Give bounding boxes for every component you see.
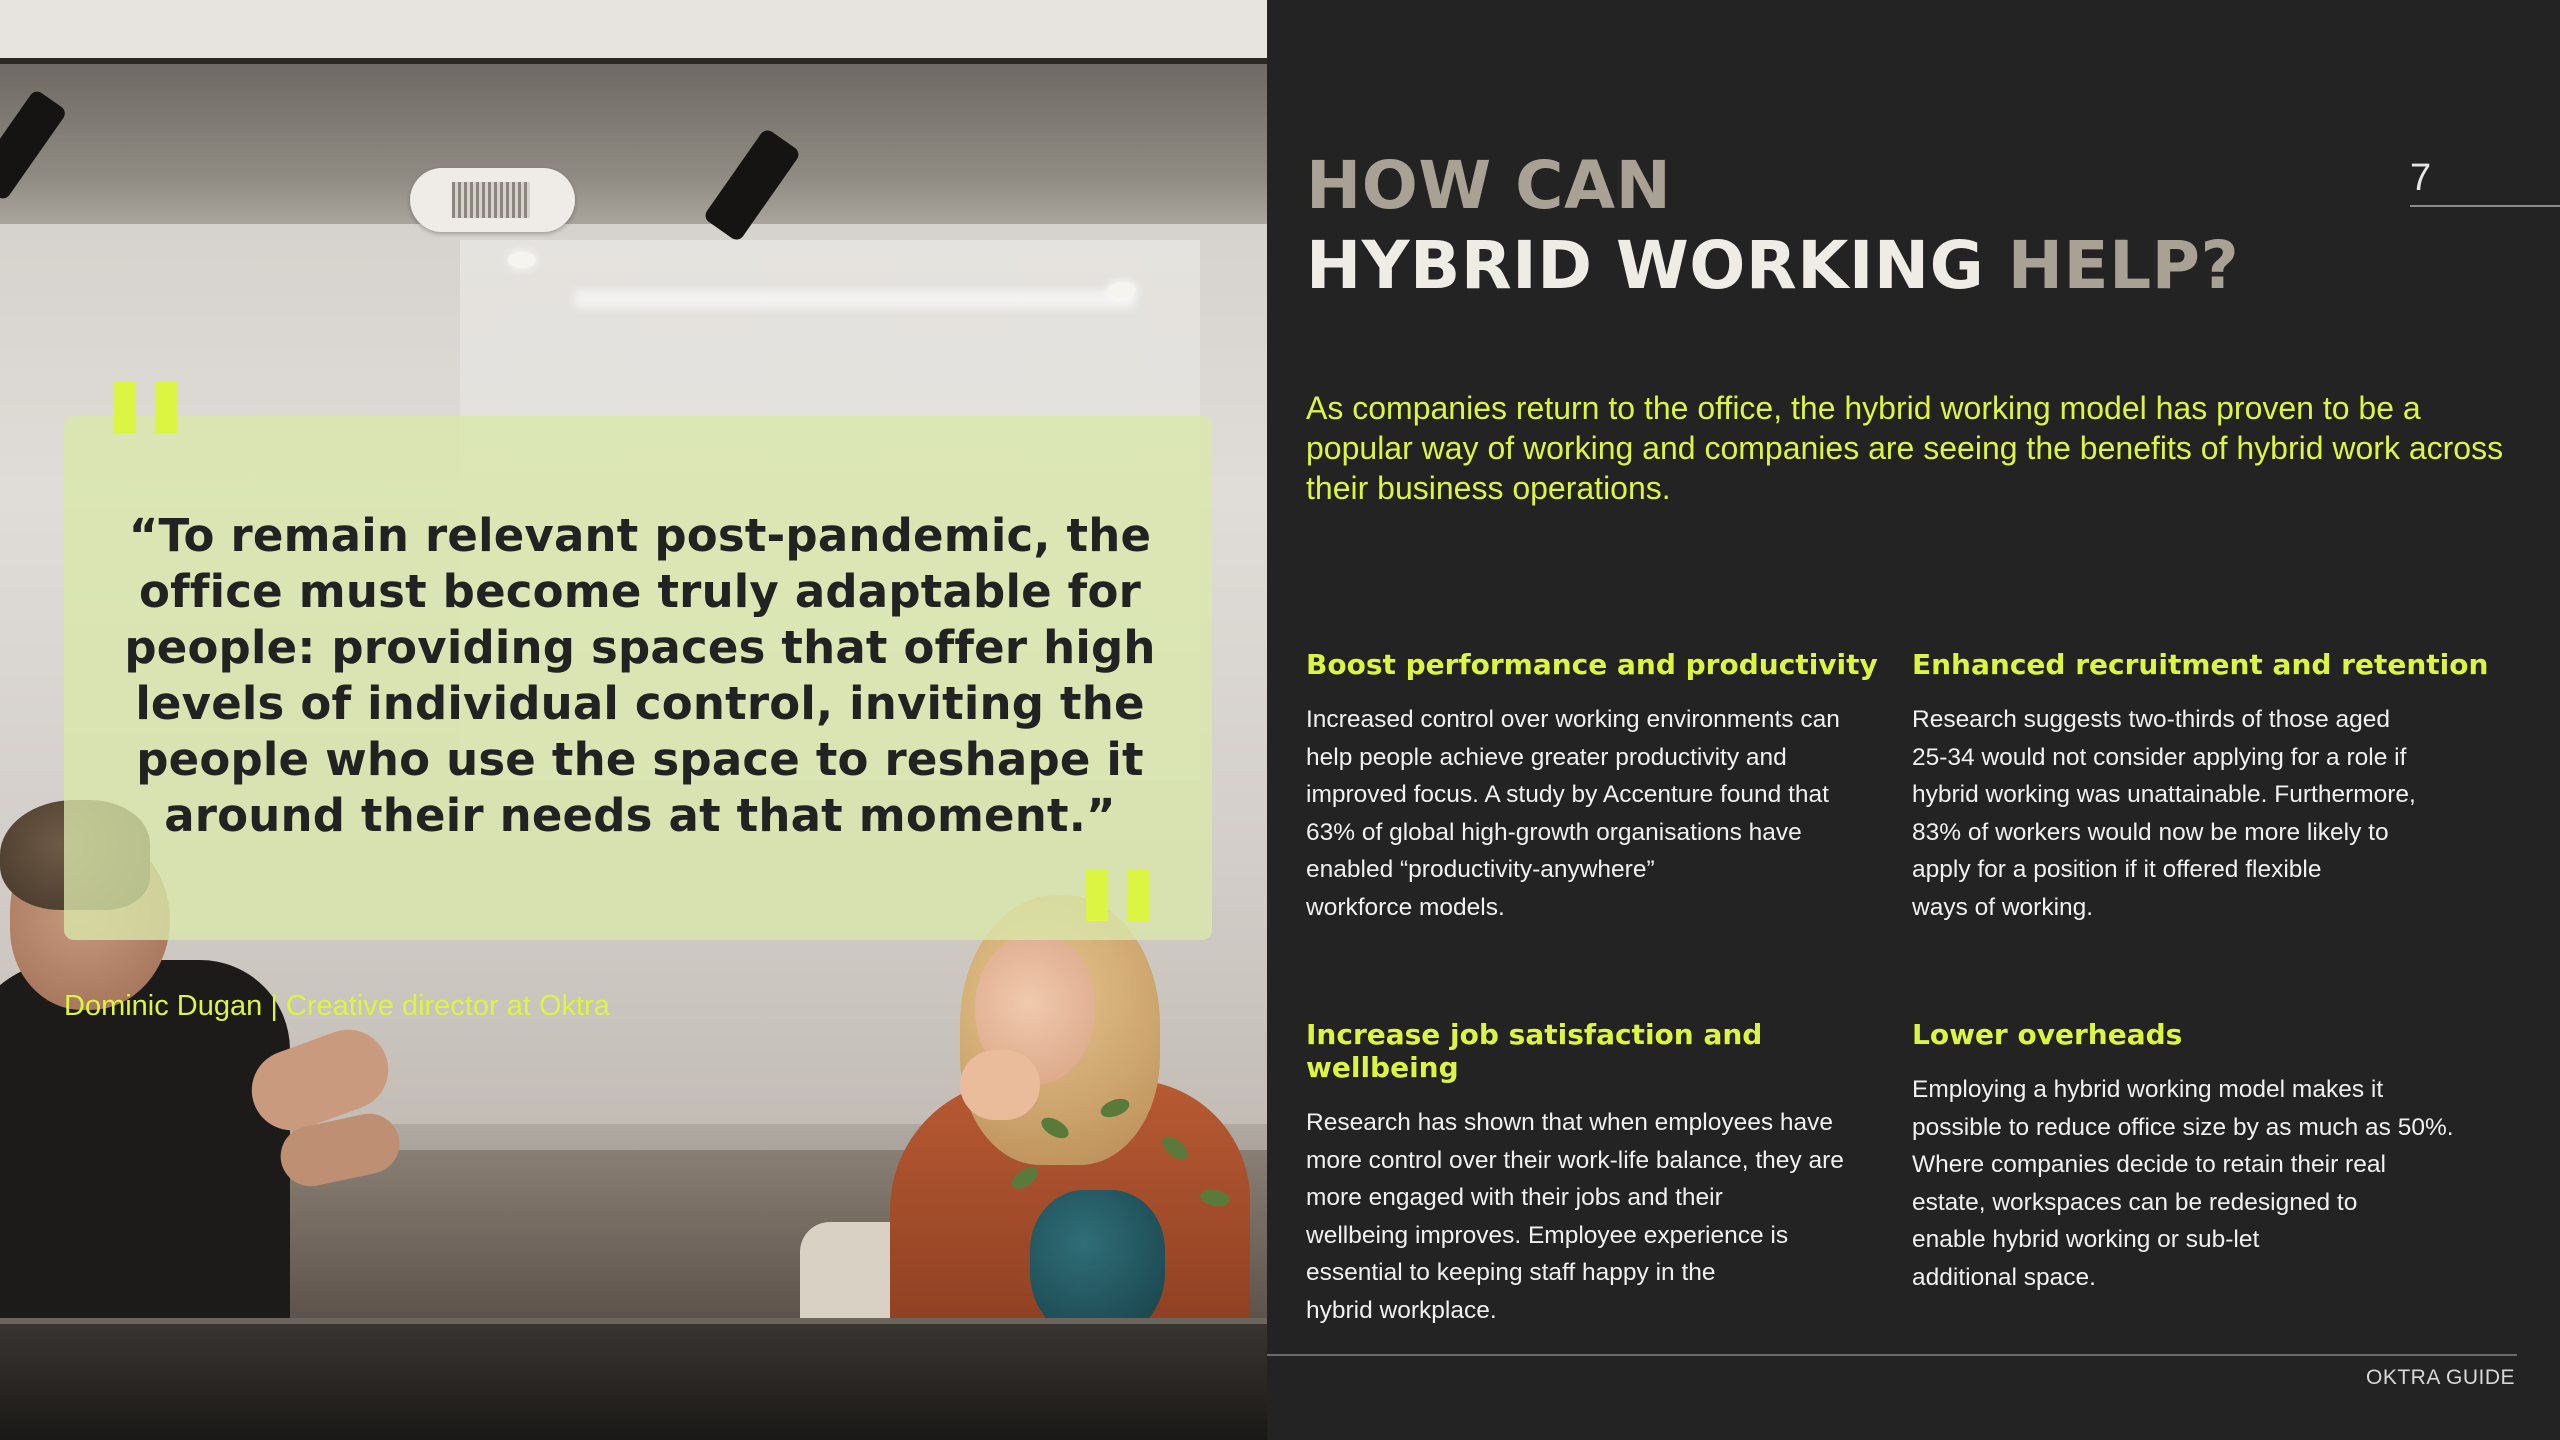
person-right-hand	[960, 1050, 1040, 1120]
downlight	[508, 252, 536, 268]
title-line-2-part-a: HYBRID WORKING	[1306, 227, 1985, 304]
downlight	[1108, 282, 1136, 298]
title-line-2-part-b: HELP?	[2007, 227, 2240, 304]
close-quote-icon: "	[1068, 832, 1167, 1053]
section-heading: Increase job satisfaction and wellbeing	[1306, 1018, 1763, 1084]
section-heading: Lower overheads	[1912, 1018, 2183, 1051]
title-line-1: HOW CAN	[1306, 147, 1672, 224]
section-wellbeing	[1306, 1018, 1906, 1329]
section-heading: Enhanced recruitment and retention	[1912, 648, 2489, 681]
table	[0, 1318, 1267, 1440]
quote-text: “To remain relevant post-pandemic, the office must become truly adaptable for people: providing spaces that offer high levels of individual control, inviting the people who use the space to reshape it around their needs at that moment.”	[124, 509, 1156, 842]
section-productivity	[1306, 648, 1906, 926]
section-overheads	[1912, 1018, 2512, 1296]
air-vent	[410, 168, 575, 232]
intro-paragraph: As companies return to the office, the hybrid working model has proven to be a popular way of working and companies are seeing the benefits of hybrid work across their business operations.	[1306, 390, 2504, 506]
person-left-body	[0, 960, 290, 1380]
footer-label: OKTRA GUIDE	[2366, 1366, 2516, 1389]
soffit	[0, 64, 1267, 224]
footer-divider	[1267, 1354, 2517, 1356]
ceiling	[0, 0, 1267, 60]
section-recruitment	[1912, 648, 2512, 926]
section-body: Research has shown that when employees have more control over their work-life balance, they are more engaged with their jobs and their wellbeing improves. Employee experience is essential to keeping staff happy in the hybrid workplace.	[1306, 1109, 1844, 1324]
page-title	[1306, 146, 2239, 306]
section-body: Research suggests two-thirds of those aged 25-34 would not consider applying for a role if hybrid working was unattainable. Furthermore, 83% of workers would now be more likely to apply for a position if it offered flexible ways of working.	[1912, 706, 2416, 921]
section-heading: Boost performance and productivity	[1306, 648, 1878, 681]
section-body: Increased control over working environments can help people achieve greater productivity and improved focus. A study by Accenture found that 63% of global high-growth organisations have enabled “productivity-anywhere” workforce models.	[1306, 706, 1840, 921]
light-bar	[575, 290, 1135, 308]
page-number-underline	[2410, 205, 2560, 207]
section-body: Employing a hybrid working model makes it possible to reduce office size by as much as 50%. Where companies decide to retain their real estate, workspaces can be redesigned to enable hybrid working or sub-let additional space.	[1912, 1076, 2454, 1291]
open-quote-icon: "	[96, 344, 195, 565]
quote-attribution: Dominic Dugan | Creative director at Oktra	[64, 990, 610, 1022]
page-number: 7	[2410, 157, 2432, 199]
